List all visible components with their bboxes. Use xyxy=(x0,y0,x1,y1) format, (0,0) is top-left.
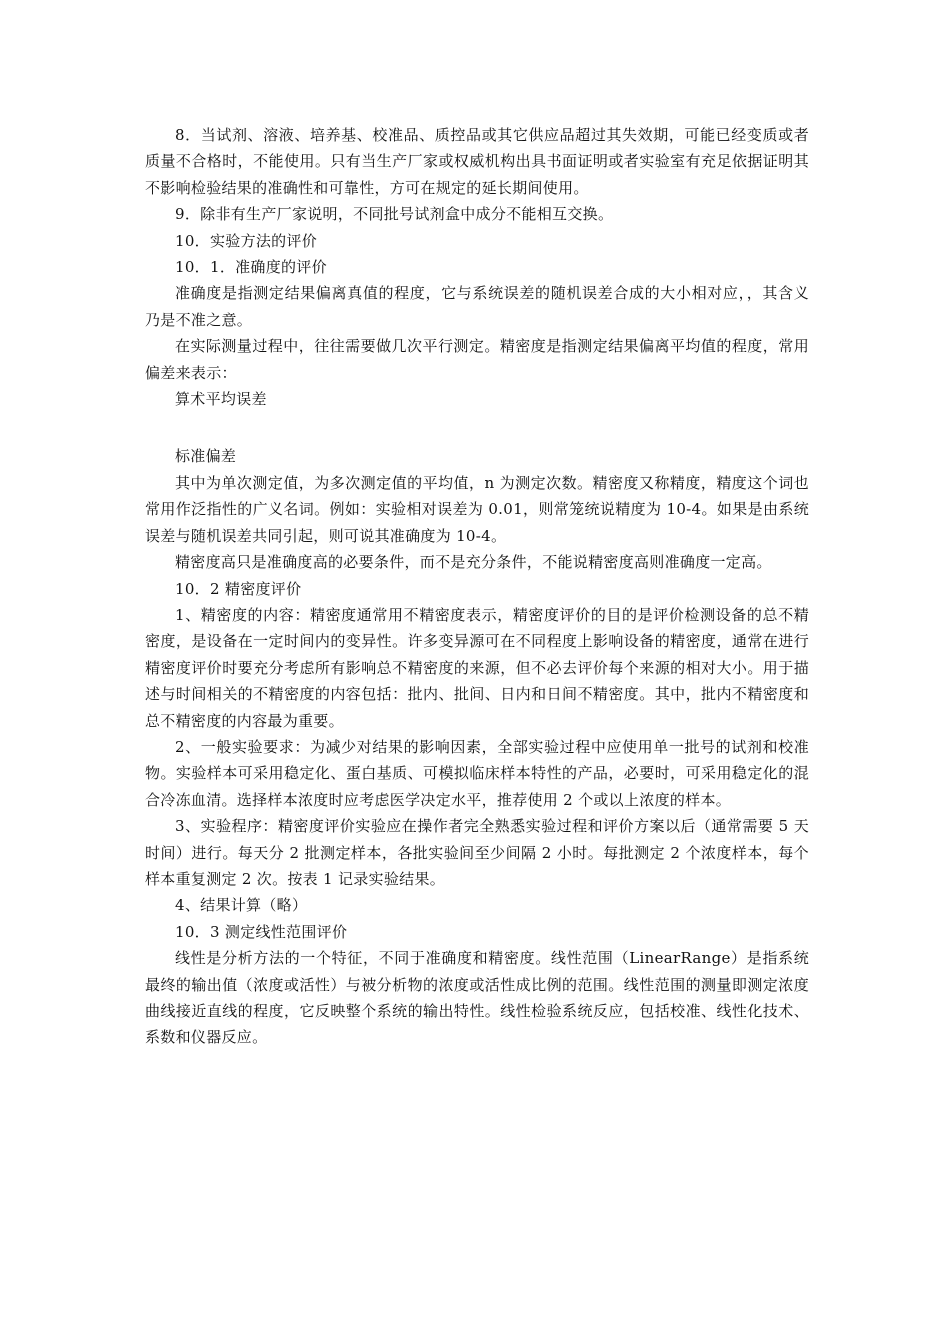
paragraph-precision-content: 1、精密度的内容：精密度通常用不精密度表示，精密度评价的目的是评价检测设备的总不精密度，是设备在一定时间内的变异性。许多变异源可在不同程度上影响设备的精密度，通常在进行精密度评价时要充分考虑所有影响总不精密度的来源，但不必去评价每个来源的相对大小。用于描述与时间相关的不精密度的内容包括：批内、批间、日内和日间不精密度。其中，批内不精密度和总不精密度的内容最为重要。 xyxy=(145,605,809,730)
paragraph-linear-range: 线性是分析方法的一个特征，不同于准确度和精密度。线性范围（LinearRange）是指系统最终的输出值（浓度或活性）与被分析物的浓度或活性成比例的范围。线性范围的测量即测定浓度曲线接近直线的程度，它反映整个系统的输出特性。线性检验系统反应，包括校准、线性化技术、系数和仪器反应。 xyxy=(145,949,809,1047)
paragraph-reagent-expiry: 8．当试剂、溶液、培养基、校准品、质控品或其它供应品超过其失效期，可能已经变质或者质量不合格时，不能使用。只有当生产厂家或权威机构出具书面证明或者实验室有充足依据证明其不影响检验结果的准确性和可靠性，方可在规定的延长期间使用。 xyxy=(145,126,809,197)
paragraph-experiment-procedure: 3、实验程序：精密度评价实验应在操作者完全熟悉实验过程和评价方案以后（通常需要 5 天时间）进行。每天分 2 批测定样本，各批实验间至少间隔 2 小时。每批测定 2 个浓度样本，每个样本重复测定 2 次。按表 1 记录实验结果。 xyxy=(145,817,809,888)
document-body xyxy=(145,122,809,1051)
paragraph-precision-explanation: 其中为单次测定值，为多次测定值的平均值，n 为测定次数。精密度又称精度，精度这个词也常用作泛指性的广义名词。例如：实验相对误差为 0.01，则常笼统说精度为 10-4。如果是由系统误差与随机误差共同引起，则可说其准确度为 10-4。 xyxy=(145,473,809,545)
paragraph-result-calculation: 4、结果计算（略） xyxy=(175,896,308,915)
subsection-heading-linear-range: 10．3 测定线性范围评价 xyxy=(175,922,348,941)
paragraph-precision-vs-accuracy: 精密度高只是准确度高的必要条件，而不是充分条件，不能说精密度高则准确度一定高。 xyxy=(175,553,772,572)
paragraph-accuracy-definition: 准确度是指测定结果偏离真值的程度，它与系统误差的随机误差合成的大小相对应，，其含义乃是不准之意。 xyxy=(145,284,809,329)
label-mean-error: 算术平均误差 xyxy=(175,390,267,409)
paragraph-kit-components: 9．除非有生产厂家说明，不同批号试剂盒中成分不能相互交换。 xyxy=(175,205,614,224)
formula-placeholder xyxy=(145,412,809,443)
subsection-heading-precision: 10．2 精密度评价 xyxy=(175,579,302,598)
section-heading-method-evaluation: 10．实验方法的评价 xyxy=(175,231,318,250)
paragraph-precision-definition: 在实际测量过程中，往往需要做几次平行测定。精密度是指测定结果偏离平均值的程度，常用偏差来表示： xyxy=(145,337,809,382)
label-standard-deviation: 标准偏差 xyxy=(175,447,237,466)
subsection-heading-accuracy: 10．1．准确度的评价 xyxy=(175,258,327,277)
paragraph-general-requirements: 2、一般实验要求：为减少对结果的影响因素，全部实验过程中应使用单一批号的试剂和校准物。实验样本可采用稳定化、蛋白基质、可模拟临床样本特性的产品，必要时，可采用稳定化的混合冷冻血清。选择样本浓度时应考虑医学决定水平，推荐使用 2 个或以上浓度的样本。 xyxy=(145,737,809,809)
